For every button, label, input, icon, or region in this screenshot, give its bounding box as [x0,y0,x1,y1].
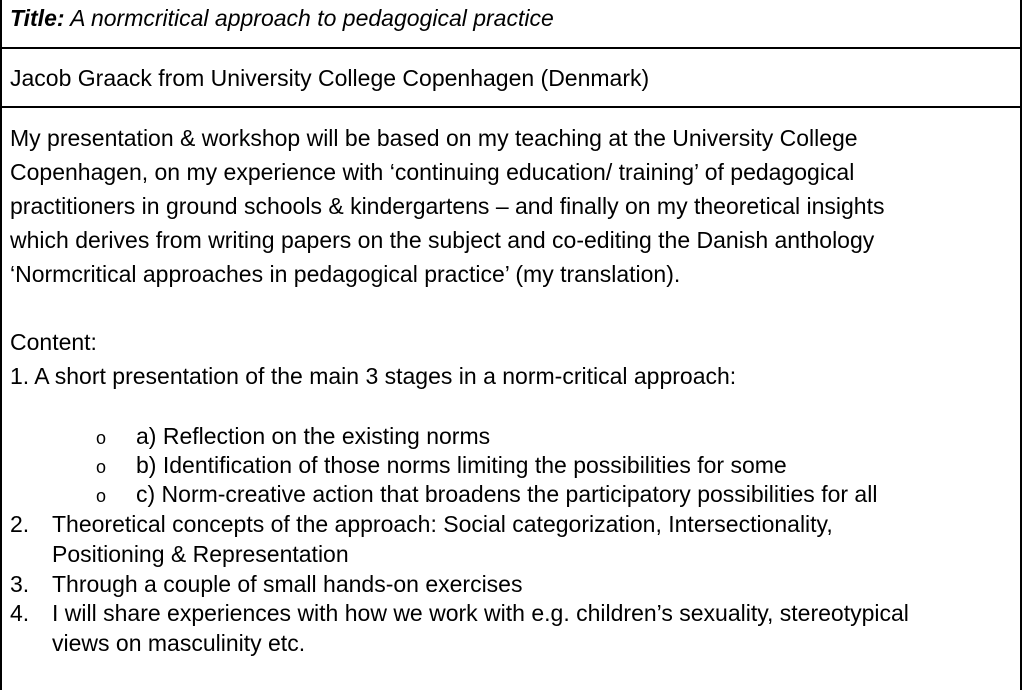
list-item-continuation: Positioning & Representation [52,541,349,567]
sub-item-text: c) Norm-creative action that broadens the participatory possibilities for all [136,481,878,507]
bullet-icon: o [96,457,107,477]
sub-list-item [96,480,877,511]
title-text: A normcritical approach to pedagogical practice [70,5,554,31]
document-title [10,3,554,33]
divider [0,47,1022,49]
list-number: 2. [10,511,30,537]
list-item [10,598,909,658]
list-item-continuation: views on masculinity etc. [52,630,306,656]
list-item-text: Theoretical concepts of the approach: Social categorization, Intersectionality, [52,511,833,537]
paragraph-line: Copenhagen, on my experience with ‘continuing education/ training’ of pedagogical [10,159,855,185]
list-item-text: Through a couple of small hands-on exercises [52,571,523,597]
bullet-icon: o [96,428,107,448]
list-item [10,509,833,569]
list-number: 4. [10,600,30,626]
paragraph-line: which derives from writing papers on the subject and co-editing the Danish anthology [10,227,875,253]
sub-list-item [96,451,787,482]
intro-paragraph [10,121,1010,291]
paragraph-line: practitioners in ground schools & kindergartens – and finally on my theoretical insights [10,193,885,219]
sub-list-item [96,422,490,453]
paragraph-line: My presentation & workshop will be based on my teaching at the University College [10,125,858,151]
divider [0,106,1022,108]
sub-item-text: b) Identification of those norms limiting the possibilities for some [136,452,787,478]
list-item [10,569,522,599]
list-item-text: I will share experiences with how we work with e.g. children’s sexuality, stereotypical [52,600,909,626]
paragraph-line: ‘Normcritical approaches in pedagogical practice’ (my translation). [10,261,681,287]
author-line: Jacob Graack from University College Copenhagen (Denmark) [10,65,650,91]
list-number: 3. [10,571,30,597]
title-label: Title: [10,5,65,31]
list-item: 1. A short presentation of the main 3 stages in a norm-critical approach: [10,363,737,389]
sub-item-text: a) Reflection on the existing norms [136,423,491,449]
content-heading: Content: [10,329,97,355]
bullet-icon: o [96,486,107,506]
